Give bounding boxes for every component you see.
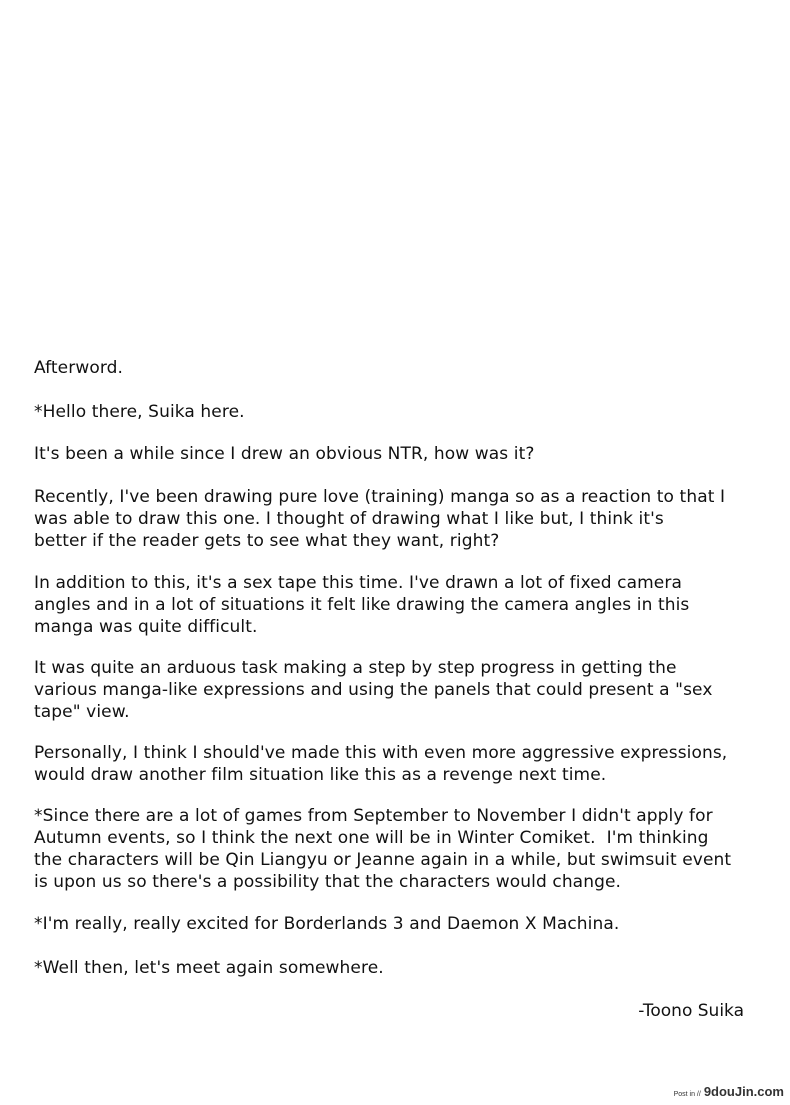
paragraph-pure-love: Recently, I've been drawing pure love (training) manga so as a reaction to that I was able to draw this one. I thought of drawing what I like but, I think it's better if the reader gets to see what they want, right? [34, 487, 726, 551]
paragraph-sex-tape: In addition to this, it's a sex tape this time. I've drawn a lot of fixed camera angles and in a lot of situations it felt like drawing the camera angles in this manga was quite difficult. [34, 573, 690, 637]
paragraph-personally: Personally, I think I should've made this with even more aggressive expressions, would draw another film situation like this as a revenge next time. [34, 743, 728, 785]
paragraph-events: *Since there are a lot of games from September to November I didn't apply for Autumn events, so I think the next one will be in Winter Comiket. I'm thinking the characters will be Qin Liangyu or Jeanne again in a while, but swimsuit event is upon us so there's a possibility that the characters would change. [34, 806, 732, 892]
paragraph-arduous-task: It was quite an arduous task making a step by step progress in getting the various manga-like expressions and using the panels that could present a "sex tape" view. [34, 658, 713, 722]
watermark-prefix: Post in // [673, 1091, 701, 1098]
paragraph-excited: *I'm really, really excited for Borderlands 3 and Daemon X Machina. [34, 914, 620, 934]
site-watermark [674, 1084, 784, 1099]
watermark-site: 9douJin.com [703, 1084, 784, 1099]
afterword-heading: Afterword. [34, 358, 124, 378]
paragraph-greeting: *Hello there, Suika here. [34, 402, 245, 422]
signature: -Toono Suika [638, 1001, 744, 1021]
paragraph-farewell: *Well then, let's meet again somewhere. [34, 958, 384, 978]
paragraph-ntr: It's been a while since I drew an obvious NTR, how was it? [34, 444, 535, 464]
